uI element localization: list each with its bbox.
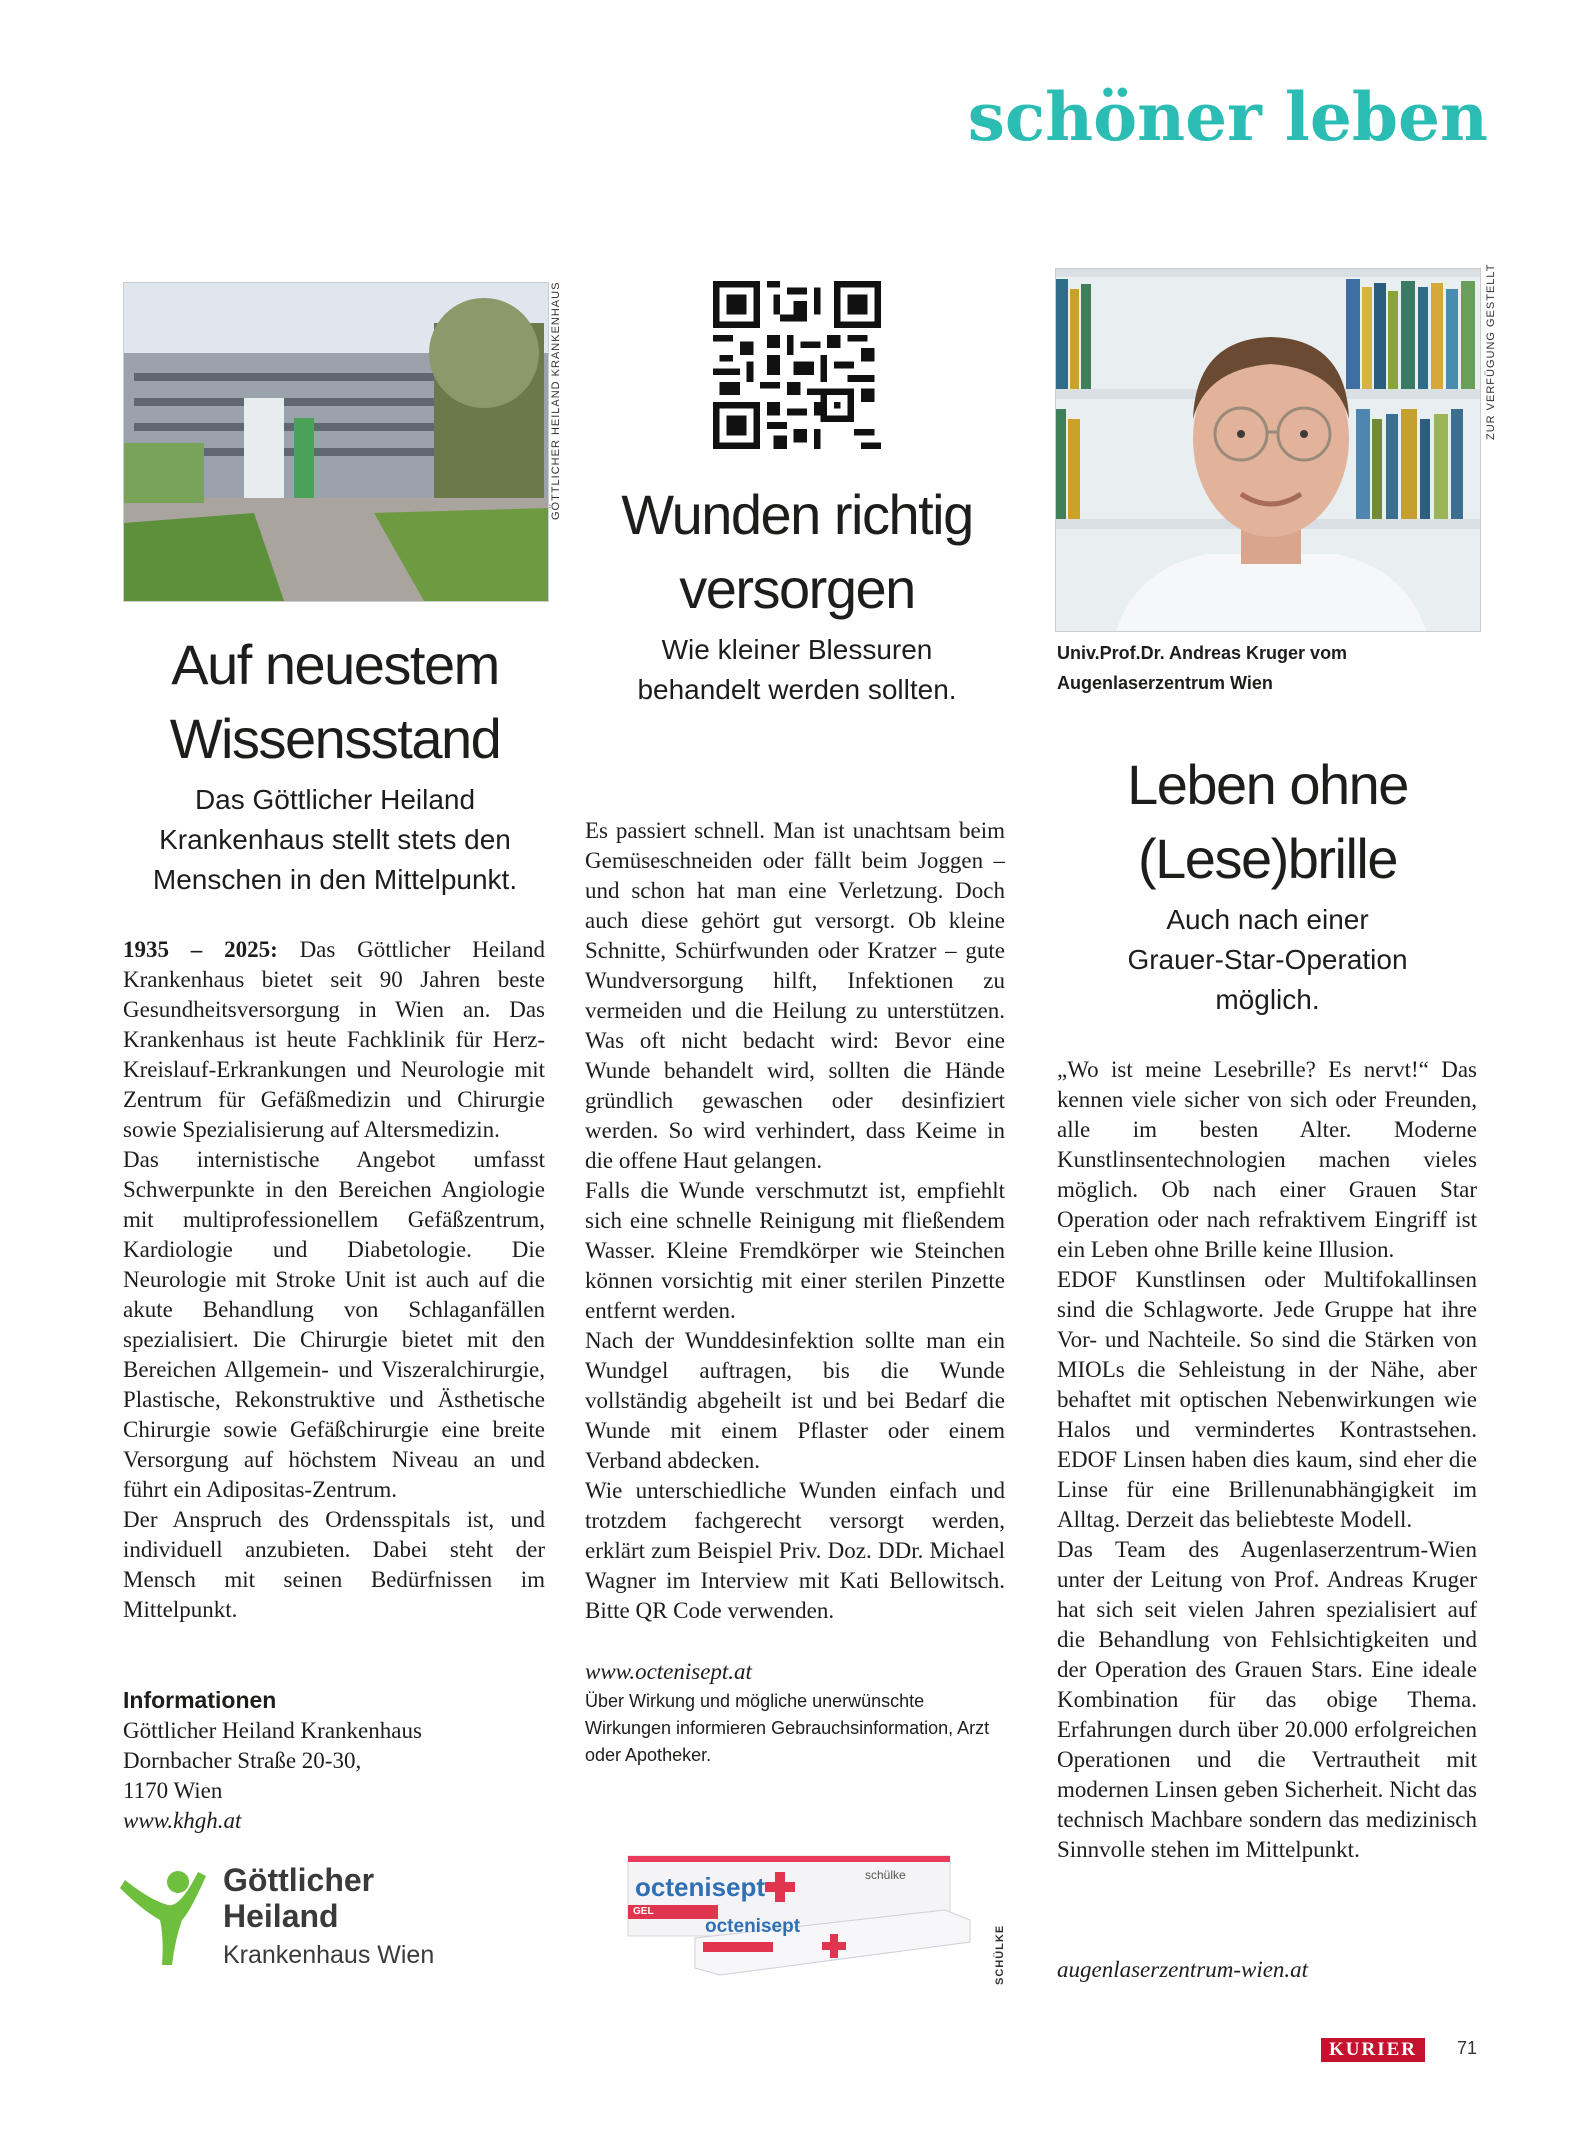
middle-paragraph-4: Wie unterschiedliche Wunden einfach und trotzdem fachgerecht versorgt werden, erklärt zum Beispiel Priv. Doz. DDr. Michael Wagner im Interview mit Kati Bellowitsch. Bitte QR Code verwenden. [585,1478,1005,1623]
augenlaser-url-link[interactable]: augenlaserzentrum-wien.at [1057,1957,1309,1982]
middle-article-body [585,816,1005,1626]
left-paragraph-3: Der Anspruch des Ordensspitals ist, und individuell anzubieten. Dabei steht der Mensch mit seinen Bedürfnissen im Mittelpunkt. [123,1507,545,1622]
product-image [625,1850,975,1980]
left-headline-line1: Auf neuestem [171,633,499,696]
middle-paragraph-2: Falls die Wunde verschmutzt ist, empfiehlt sich eine schnelle Reinigung mit fließendem Wasser. Kleine Fremdkörper wie Steinchen können vorsichtig mit einer sterilen Pinzette entfernt werden. [585,1178,1005,1323]
product-gel-label: GEL [633,1906,654,1917]
product-box-illustration [625,1850,975,1980]
medical-disclaimer: Über Wirkung und mögliche unerwünschte Wirkungen informieren Gebrauchsinformation, Arzt oder Apotheker. [585,1691,990,1765]
right-paragraph-2: EDOF Kunstlinsen oder Multifokallinsen sind die Schlagworte. Jede Gruppe hat ihre Vor- und Nachteile. So sind die Stärken von MIOLs die Sehleistung in der Nähe, aber behaftet mit optischen Nebenwirkungen wie Halos und vermindertes Kontrastsehen. EDOF Linsen haben dies kaum, sind eher die Linse für eine Brillenunabhängigkeit im Alltag. Derzeit das beliebteste Modell. [1057,1267,1477,1532]
logo-line1: Göttlicher [223,1862,375,1898]
left-subhead-line3: Menschen in den Mittelpunkt. [152,864,518,895]
left-subhead-line1: Das Göttlicher Heiland [194,784,476,815]
info-street: Dornbacher Straße 20-30, [123,1748,362,1773]
right-headline-line1: Leben ohne [1127,753,1408,816]
middle-paragraph-3: Nach der Wunddesinfektion sollte man ein Wundgel auftragen, bis die Wunde vollständig abgeheilt ist und bei Bedarf die Wunde mit einem Pflaster oder einem Verband abdecken. [585,1328,1005,1473]
product-maker-label: schülke [865,1868,906,1882]
right-headline [1035,748,1500,896]
logo-line2: Heiland [223,1898,339,1934]
middle-subhead-line2: behandelt werden sollten. [637,674,957,705]
doctor-photo-credit: ZUR VERFÜGUNG GESTELLT [1485,263,1497,440]
left-headline-line2: Wissensstand [169,707,501,770]
left-paragraph-2: Das internistische Angebot umfasst Schwerpunkte in den Bereichen Angiologie mit multiprofessionellem Gefäßzentrum, Kardiologie und Diabetologie. Die Neurologie mit Stroke Unit ist auch auf die akute Behandlung von Schlaganfällen spezialisiert. Die Chirurgie bietet mit den Bereichen Allgemein- und Viszeralchirurgie, Plastische, Rekonstruktive und Ästhetische Chirurgie sowie Gefäßchirurgie eine breite Versorgung auf höchstem Niveau an und führt ein Adipositas-Zentrum. [123,1147,545,1502]
left-paragraph-1: Das Göttlicher Heiland Krankenhaus bietet seit 90 Jahren beste Gesundheitsversorgung in Wien an. Das Krankenhaus ist heute Fachklinik für Herz-Kreislauf-Erkrankungen und Neurologie mit Zentrum für Gefäßmedizin und Chirurgie sowie Spezialisierung auf Altersmedizin. [123,937,545,1142]
product-brand-label-tube: octenisept [705,1916,801,1937]
right-article-body [1057,1055,1477,1865]
hospital-photo-credit: GÖTTLICHER HEILAND KRANKENHAUS [550,281,562,520]
hospital-photo [123,282,549,602]
kurier-logo: KURIER [1321,2038,1425,2062]
magazine-brand: schöner leben [967,78,1488,156]
product-photo-credit: SCHÜLKE [994,1924,1006,1985]
qr-code-icon [713,281,881,449]
left-lead-bold: 1935 – 2025: [123,937,278,962]
left-subhead-line2: Krankenhaus stellt stets den [159,824,511,855]
left-article-body [123,935,545,1625]
hospital-photo-illustration [124,283,548,601]
doctor-portrait-illustration [1056,269,1480,631]
middle-headline-line1: Wunden richtig [621,483,973,546]
page-number: 71 [1457,2038,1478,2058]
middle-subhead-line1: Wie kleiner Blessuren [661,634,933,665]
product-brand-label: octenisept [635,1872,766,1902]
left-info-block [123,1685,545,1836]
right-subhead-line2: Grauer-Star-Operation [1127,944,1408,975]
left-subhead [110,780,560,900]
hospital-logo [120,1860,460,1980]
logo-line3: Krankenhaus Wien [223,1941,435,1969]
right-headline-line2: (Lese)brille [1138,827,1397,890]
middle-subhead [560,630,1034,710]
doctor-caption-line1: Univ.Prof.Dr. Andreas Kruger vom [1057,643,1348,663]
info-title: Informationen [123,1687,277,1713]
octenisept-url-link[interactable]: www.octenisept.at [585,1659,752,1684]
middle-headline-line2: versorgen [679,557,915,620]
right-subhead-line1: Auch nach einer [1166,904,1369,935]
middle-headline [560,478,1034,626]
right-paragraph-1: „Wo ist meine Lesebrille? Es nervt!“ Das kennen viele sicher von sich oder Freunden, alle im besten Alter. Moderne Kunstlinsentechnologien machen vieles möglich. Ob nach einer Grauen Star Operation oder nach refraktivem Eingriff ist ein Leben ohne Brille keine Illusion. [1057,1057,1477,1262]
middle-paragraph-1: Es passiert schnell. Man ist unachtsam beim Gemüseschneiden oder fällt beim Joggen – und schon hat man eine Verletzung. Doch auch diese gehört gut versorgt. Ob kleine Schnitte, Schürfwunden oder Kratzer – gute Wundversorgung hilft, Infektionen zu vermeiden und die Heilung zu unterstützen. Was oft nicht bedacht wird: Bevor eine Wunde behandelt wird, sollten die Hände gründlich gewaschen oder desinfiziert werden. So wird verhindert, dass Keime in die offene Haut gelangen. [585,818,1005,1173]
doctor-portrait [1055,268,1481,632]
right-subhead-line3: möglich. [1215,984,1320,1015]
info-name: Göttlicher Heiland Krankenhaus [123,1718,422,1743]
hospital-logo-figure-icon [120,1860,220,1970]
info-city: 1170 Wien [123,1778,223,1803]
doctor-caption [1057,638,1477,698]
doctor-caption-line2: Augenlaserzentrum Wien [1057,673,1273,693]
left-headline [110,628,560,776]
right-subhead [1035,900,1500,1020]
info-url-link[interactable]: www.khgh.at [123,1808,242,1833]
qr-code[interactable] [713,281,881,449]
right-paragraph-3: Das Team des Augenlaserzentrum-Wien unter der Leitung von Prof. Andreas Kruger hat sich seit vielen Jahren spezialisiert auf die Behandlung von Fehlsichtigkeiten und der Operation des Grauen Stars. Eine ideale Kombination für das obige Thema. Erfahrungen durch über 20.000 erfolgreichen Operationen und die Vertrautheit mit modernen Linsen geben Sicherheit. Nicht das technisch Machbare sondern das medizinisch Sinnvolle stehen im Mittelpunkt. [1057,1537,1477,1862]
